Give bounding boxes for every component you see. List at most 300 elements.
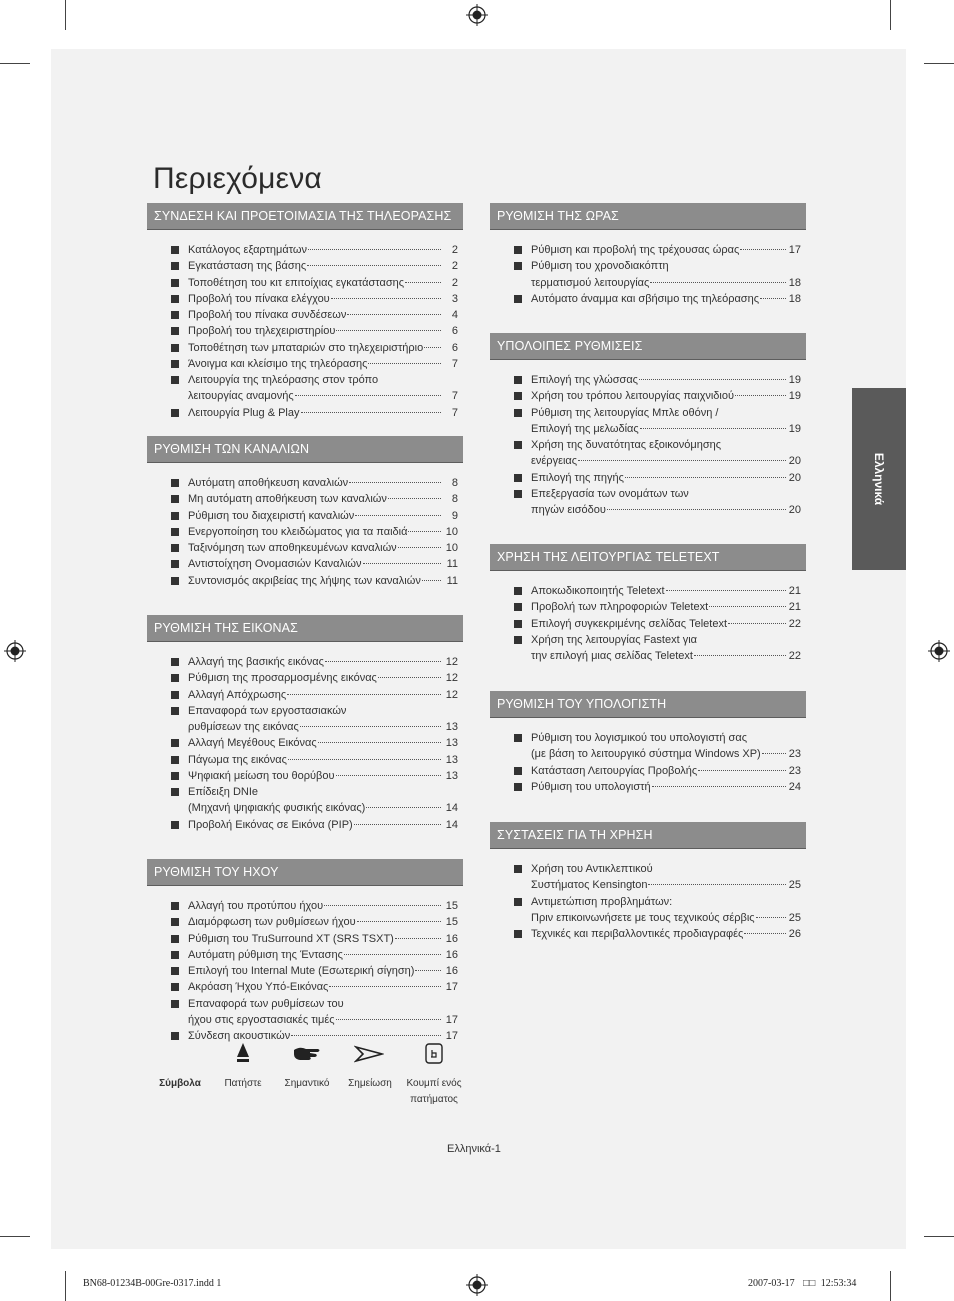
toc-page-number: 15: [445, 916, 458, 929]
toc-entry: [147, 323, 463, 339]
toc-entry: [147, 258, 463, 274]
toc-entry: [490, 372, 806, 388]
toc-entry-list: [147, 654, 463, 833]
press-icon: [228, 1040, 258, 1068]
section-heading: ΧΡΗΣΗ ΤΗΣ ΛΕΙΤΟΥΡΓΙΑΣ TELETEXT: [490, 544, 806, 571]
toc-entry: [490, 437, 806, 470]
language-side-tab-label: Ελληνικά: [872, 452, 886, 506]
toc-entry: [147, 817, 463, 833]
toc-entry: [490, 470, 806, 486]
toc-entry: [490, 405, 806, 438]
toc-entry-line: [531, 470, 801, 486]
crop-mark: [0, 63, 30, 64]
square-bullet-icon: [514, 376, 522, 384]
toc-entry: [147, 654, 463, 670]
toc-entry-line: [531, 242, 801, 258]
toc-entry-line: [188, 703, 458, 719]
toc-entry-text: Επιλογή συγκεκριμένης σελίδας Teletext: [531, 617, 728, 630]
toc-entry: [147, 508, 463, 524]
dot-leader: [349, 482, 441, 483]
dot-leader: [329, 986, 441, 987]
section-heading: ΡΥΘΜΙΣΗ ΤΟΥ ΗΧΟΥ: [147, 859, 463, 886]
footer-date: 2007-03-17: [748, 1278, 795, 1289]
toc-entry-line: [188, 540, 458, 556]
dot-leader: [357, 921, 441, 922]
page-number: Ελληνικά-1: [447, 1143, 501, 1155]
toc-entry-text: Ρύθμιση του χρονοδιακόπτη: [531, 260, 669, 273]
section-heading: ΣΥΣΤΑΣΕΙΣ ΓΙΑ ΤΗ ΧΡΗΣΗ: [490, 822, 806, 849]
square-bullet-icon: [514, 930, 522, 938]
square-bullet-icon: [171, 577, 179, 585]
toc-entry-line: [531, 779, 801, 795]
square-bullet-icon: [514, 587, 522, 595]
toc-entry-text: Επεξεργασία των ονομάτων των: [531, 487, 689, 500]
dot-leader: [744, 933, 786, 934]
toc-page-number: 13: [445, 753, 458, 766]
square-bullet-icon: [171, 360, 179, 368]
toc-entry-text: Αλλαγή του προτύπου ήχου: [188, 900, 324, 912]
toc-entry-text: Λειτουργία της τηλεόρασης στον τρόπο: [188, 374, 379, 386]
square-bullet-icon: [514, 767, 522, 775]
toc-entry-text: Αλλαγή Μεγέθους Εικόνας: [188, 737, 317, 750]
toc-entry-text: Πριν επικοινωνήσετε με τους τεχνικούς σέρβις: [531, 911, 755, 924]
dot-leader: [325, 661, 441, 662]
square-bullet-icon: [171, 935, 179, 943]
toc-entry-text: Συντονισμός ακριβείας της λήψης των καναλιών: [188, 574, 421, 587]
square-bullet-icon: [171, 495, 179, 503]
footer-date-glyphs: □□: [803, 1278, 816, 1289]
toc-page-number: 10: [445, 542, 458, 554]
toc-page-number: 26: [788, 928, 801, 940]
toc-section-channels: [147, 436, 463, 589]
toc-page-number: 21: [788, 601, 801, 614]
dot-leader: [308, 249, 441, 250]
toc-entry-line: [188, 768, 458, 784]
page-title: Περιεχόμενα: [153, 162, 322, 195]
toc-entry: [147, 703, 463, 736]
crop-mark: [65, 1271, 66, 1301]
toc-page-number: 17: [445, 1030, 458, 1042]
toc-entry-text: Ρύθμιση του TruSurround XT (SRS TSXT): [188, 932, 394, 945]
registration-mark-icon: [466, 1274, 488, 1296]
toc-page-number: 17: [445, 1013, 458, 1026]
toc-entry-line: [531, 763, 801, 779]
toc-page-number: 13: [445, 721, 458, 733]
toc-entry-line: [188, 291, 458, 307]
footer-file: BN68-01234B-00Gre-0317.indd 1: [83, 1278, 222, 1289]
square-bullet-icon: [514, 441, 522, 449]
square-bullet-icon: [171, 262, 179, 270]
square-bullet-icon: [171, 246, 179, 254]
toc-page-number: 20: [788, 504, 801, 516]
dot-leader: [378, 677, 441, 678]
toc-entry-text: Ρύθμιση και προβολή της τρέχουσας ώρας: [531, 244, 740, 256]
toc-section-pc: [490, 691, 806, 795]
toc-entry-text: Ακρόαση Ήχου Υπό-Εικόνας: [188, 981, 329, 994]
toc-entry-line: [188, 670, 458, 686]
toc-entry-line: [531, 258, 801, 274]
toc-page-number: 18: [788, 276, 801, 289]
toc-entry-text: την επιλογή μιας σελίδας Teletext: [531, 650, 693, 662]
square-bullet-icon: [171, 409, 179, 417]
dot-leader: [415, 970, 441, 971]
dot-leader: [336, 775, 441, 776]
registration-mark-icon: [928, 640, 950, 662]
toc-entry-list: [147, 898, 463, 1044]
toc-entry: [490, 861, 806, 894]
square-bullet-icon: [514, 295, 522, 303]
square-bullet-icon: [514, 409, 522, 417]
toc-entry: [490, 258, 806, 291]
toc-entry-text: Ρύθμιση του λογισμικού του υπολογιστή σας: [531, 732, 748, 744]
toc-page-number: 21: [788, 585, 801, 597]
crop-mark: [924, 1236, 954, 1237]
toc-entry-text: Τοποθέτηση των μπαταριών στο τηλεχειριστήριο: [188, 341, 424, 354]
toc-entry-text: Λειτουργία Plug & Play: [188, 406, 300, 419]
dot-leader: [388, 498, 441, 499]
dot-leader: [344, 954, 441, 955]
square-bullet-icon: [514, 392, 522, 400]
toc-entry-text: Προβολή των πληροφοριών Teletext: [531, 601, 709, 614]
toc-page-number: 6: [451, 325, 458, 338]
toc-entry-line: [531, 746, 801, 762]
toc-page-number: 7: [451, 390, 458, 403]
toc-entry-text: Διαμόρφωση των ρυθμίσεων ήχου: [188, 916, 356, 929]
toc-entry-text: Αυτόματη αποθήκευση καναλιών: [188, 477, 349, 489]
toc-entry-text: Κατάσταση Λειτουργίας Προβολής: [531, 764, 698, 777]
toc-entry-line: [188, 800, 458, 816]
square-bullet-icon: [171, 544, 179, 552]
dot-leader: [756, 917, 786, 918]
dot-leader: [368, 363, 441, 364]
toc-entry-list: [490, 861, 806, 942]
crop-mark: [890, 1271, 891, 1301]
square-bullet-icon: [171, 821, 179, 829]
dot-leader: [666, 590, 786, 591]
toc-entry-line: [188, 372, 458, 388]
toc-entry: [490, 926, 806, 942]
toc-page-number: 11: [446, 574, 458, 587]
toc-entry-line: [531, 910, 801, 926]
square-bullet-icon: [514, 262, 522, 270]
dot-leader: [295, 395, 441, 396]
toc-entry-text: Ρύθμιση του υπολογιστή: [531, 780, 651, 793]
toc-entry-text: Αλλαγή Απόχρωσης: [188, 688, 287, 701]
toc-section-sound: [147, 859, 463, 1044]
toc-entry-text: Χρήση της δυνατότητας εξοικονόμησης: [531, 439, 722, 451]
toc-entry-line: [188, 931, 458, 947]
toc-entry-line: [531, 632, 801, 648]
legend-label-one-touch: Κουμπί ενός πατήματος: [406, 1078, 462, 1105]
footer-time: 12:53:34: [820, 1278, 857, 1289]
square-bullet-icon: [171, 512, 179, 520]
square-bullet-icon: [171, 1000, 179, 1008]
toc-entry-line: [531, 502, 801, 518]
toc-page-number: 13: [445, 769, 458, 782]
toc-entry-line: [188, 405, 458, 421]
dot-leader: [408, 531, 441, 532]
toc-entry: [147, 768, 463, 784]
registration-mark-icon: [466, 4, 488, 26]
toc-entry-text: Εγκατάσταση της βάσης: [188, 260, 307, 273]
toc-entry-line: [531, 405, 801, 421]
dot-leader: [694, 655, 786, 656]
toc-entry-text: Επαναφορά των εργοστασιακών: [188, 704, 347, 717]
toc-entry-text: Συστήματος Kensington: [531, 879, 648, 892]
toc-page-number: 25: [788, 911, 801, 924]
toc-page-number: 12: [445, 688, 458, 701]
dot-leader: [301, 412, 442, 413]
toc-page-number: 14: [445, 818, 458, 831]
toc-entry-text: Αντιστοίχηση Ονομασιών Καναλιών: [188, 558, 362, 571]
toc-entry-line: [188, 914, 458, 930]
dot-leader: [639, 379, 786, 380]
toc-page-number: 2: [451, 260, 458, 273]
toc-entry: [147, 784, 463, 817]
square-bullet-icon: [171, 756, 179, 764]
dot-leader: [698, 770, 786, 771]
toc-entry-text: Επίδειξη DNIe: [188, 786, 259, 798]
dot-leader: [336, 1019, 441, 1020]
toc-entry-text: Χρήση του τρόπου λειτουργίας παιχνιδιού: [531, 390, 734, 403]
toc-entry-line: [188, 242, 458, 258]
toc-entry: [147, 573, 463, 589]
square-bullet-icon: [171, 560, 179, 568]
toc-entry: [147, 405, 463, 421]
toc-entry-line: [188, 752, 458, 768]
toc-entry-line: [188, 898, 458, 914]
toc-entry-line: [531, 616, 801, 632]
dot-leader: [650, 282, 786, 283]
toc-entry-line: [531, 275, 801, 291]
toc-entry-line: [531, 599, 801, 615]
dot-leader: [347, 314, 441, 315]
toc-entry-text: Ψηφιακή μείωση του θορύβου: [188, 769, 335, 782]
toc-entry: [147, 687, 463, 703]
toc-entry-text: Άνοιγμα και κλείσιμο της τηλεόρασης: [188, 357, 368, 370]
dot-leader: [354, 824, 441, 825]
toc-entry-list: [490, 583, 806, 664]
toc-entry: [147, 931, 463, 947]
toc-entry: [490, 763, 806, 779]
toc-entry: [147, 996, 463, 1029]
toc-entry-line: [188, 475, 458, 491]
toc-entry-text: Επιλογή της πηγής: [531, 471, 624, 484]
toc-entry-text: Επιλογή του Internal Mute (Εσωτερική σίγηση): [188, 965, 415, 977]
toc-entry-list: [147, 242, 463, 421]
square-bullet-icon: [514, 246, 522, 254]
legend-title: Σύμβολα: [159, 1078, 201, 1089]
dot-leader: [625, 477, 786, 478]
toc-entry-text: ενέργειας: [531, 455, 578, 468]
toc-entry-line: [531, 453, 801, 469]
square-bullet-icon: [171, 707, 179, 715]
toc-page-number: 20: [788, 455, 801, 468]
dot-leader: [422, 580, 441, 581]
toc-entry: [147, 556, 463, 572]
toc-entry: [147, 979, 463, 995]
toc-page-number: 7: [451, 357, 458, 370]
square-bullet-icon: [171, 918, 179, 926]
toc-entry-text: ήχου στις εργοστασιακές τιμές: [188, 1013, 335, 1026]
toc-entry-line: [188, 275, 458, 291]
toc-entry-text: Ρύθμιση του διαχειριστή καναλιών: [188, 509, 355, 522]
section-heading: ΣΥΝΔΕΣΗ ΚΑΙ ΠΡΟΕΤΟΙΜΑΣΙΑ ΤΗΣ ΤΗΛΕΟΡΑΣΗΣ: [147, 203, 463, 230]
toc-entry-line: [188, 573, 458, 589]
square-bullet-icon: [171, 528, 179, 536]
toc-entry: [490, 388, 806, 404]
toc-entry: [490, 486, 806, 519]
dot-leader: [395, 938, 441, 939]
toc-entry-line: [531, 421, 801, 437]
toc-section-recommendations: [490, 822, 806, 942]
square-bullet-icon: [514, 490, 522, 498]
toc-entry: [490, 894, 806, 927]
toc-entry-line: [188, 340, 458, 356]
crop-mark: [0, 1236, 30, 1237]
toc-entry-line: [188, 719, 458, 735]
toc-entry-line: [188, 356, 458, 372]
toc-entry-line: [531, 486, 801, 502]
toc-entry-text: Τοποθέτηση του κιτ επιτοίχιας εγκατάστασης: [188, 276, 405, 289]
toc-entry-line: [188, 307, 458, 323]
square-bullet-icon: [514, 898, 522, 906]
toc-entry: [147, 752, 463, 768]
dot-leader: [405, 282, 441, 283]
dot-leader: [288, 759, 441, 760]
toc-page-number: 25: [788, 879, 801, 892]
toc-entry: [147, 540, 463, 556]
toc-entry: [147, 963, 463, 979]
toc-entry-text: Αλλαγή της βασικής εικόνας: [188, 656, 324, 668]
toc-page-number: 10: [445, 525, 458, 538]
toc-entry-text: λειτουργίας αναμονής: [188, 390, 294, 403]
toc-entry-line: [188, 323, 458, 339]
dot-leader: [607, 509, 786, 510]
toc-entry-line: [188, 491, 458, 507]
toc-entry-text: Επιλογή της μελωδίας: [531, 422, 639, 435]
dot-leader: [762, 753, 786, 754]
section-heading: ΡΥΘΜΙΣΗ ΤΟΥ ΥΠΟΛΟΓΙΣΤΗ: [490, 691, 806, 718]
legend-label-press: Πατήστε: [224, 1078, 262, 1089]
square-bullet-icon: [171, 479, 179, 487]
footer-timestamp: [748, 1278, 856, 1289]
toc-entry-line: [531, 730, 801, 746]
toc-entry-line: [531, 926, 801, 942]
square-bullet-icon: [514, 603, 522, 611]
toc-entry-text: Ρύθμιση της προσαρμοσμένης εικόνας: [188, 672, 377, 685]
dot-leader: [363, 563, 441, 564]
legend-label-important: Σημαντικό: [284, 1078, 330, 1089]
square-bullet-icon: [514, 734, 522, 742]
toc-page-number: 12: [445, 672, 458, 685]
toc-entry-line: [531, 861, 801, 877]
toc-entry-text: Κατάλογος εξαρτημάτων: [188, 244, 307, 256]
toc-page-number: 23: [788, 764, 801, 777]
language-side-tab: [852, 388, 906, 570]
toc-entry-text: Αυτόματη ρύθμιση της Έντασης: [188, 948, 343, 961]
toc-entry: [147, 291, 463, 307]
toc-entry-text: πηγών εισόδου: [531, 504, 606, 516]
toc-entry: [490, 242, 806, 258]
toc-entry-line: [188, 556, 458, 572]
square-bullet-icon: [171, 279, 179, 287]
toc-entry-text: Αποκωδικοποιητής Teletext: [531, 585, 665, 597]
toc-entry-line: [531, 894, 801, 910]
toc-entry: [147, 670, 463, 686]
dot-leader: [728, 623, 786, 624]
crop-mark: [65, 0, 66, 30]
toc-entry: [147, 914, 463, 930]
square-bullet-icon: [171, 902, 179, 910]
toc-page-number: 22: [788, 650, 801, 662]
toc-page-number: 2: [451, 244, 458, 256]
registration-mark-icon: [4, 640, 26, 662]
toc-entry-line: [531, 648, 801, 664]
dot-leader: [366, 807, 441, 808]
dot-leader: [709, 606, 786, 607]
toc-page-number: 4: [451, 309, 458, 321]
dot-leader: [300, 726, 441, 727]
toc-page-number: 9: [451, 509, 458, 522]
dot-leader: [355, 515, 441, 516]
toc-page-number: 14: [445, 802, 458, 815]
square-bullet-icon: [514, 783, 522, 791]
toc-entry-text: Χρήση της λειτουργίας Fastext για: [531, 633, 698, 646]
toc-entry-text: Πάγωμα της εικόνας: [188, 753, 287, 766]
square-bullet-icon: [514, 865, 522, 873]
dot-leader: [760, 298, 786, 299]
toc-entry-line: [188, 784, 458, 800]
toc-page-number: 19: [788, 422, 801, 435]
toc-section-time: [490, 203, 806, 307]
toc-entry: [147, 947, 463, 963]
dot-leader: [640, 428, 786, 429]
square-bullet-icon: [514, 474, 522, 482]
square-bullet-icon: [171, 788, 179, 796]
dot-leader: [740, 249, 786, 250]
section-heading: ΥΠΟΛΟΙΠΕΣ ΡΥΘΜΙΣΕΙΣ: [490, 333, 806, 360]
toc-entry: [147, 491, 463, 507]
note-arrow-icon: [354, 1040, 384, 1068]
toc-entry-text: Τεχνικές και περιβαλλοντικές προδιαγραφές: [531, 928, 744, 940]
toc-entry-list: [490, 372, 806, 518]
toc-entry-text: Προβολή του πίνακα ελέγχου: [188, 292, 330, 305]
toc-entry-text: Χρήση του Αντικλεπτικού: [531, 863, 653, 875]
toc-entry-text: ρυθμίσεων της εικόνας: [188, 721, 299, 733]
toc-page-number: 24: [788, 780, 801, 793]
toc-entry-line: [188, 979, 458, 995]
toc-entry: [147, 340, 463, 356]
dot-leader: [735, 395, 786, 396]
toc-entry: [490, 583, 806, 599]
one-touch-button-icon: [419, 1040, 449, 1068]
toc-entry-text: Ενεργοποίηση του κλειδώματος για τα παιδιά: [188, 525, 408, 538]
square-bullet-icon: [171, 344, 179, 352]
toc-page-number: 6: [451, 341, 458, 354]
toc-entry-text: Αντιμετώπιση προβλημάτων:: [531, 895, 673, 908]
dot-leader: [307, 265, 441, 266]
toc-page-number: 23: [788, 748, 801, 761]
symbols-legend: [150, 1040, 470, 1110]
square-bullet-icon: [514, 636, 522, 644]
toc-page-number: 16: [445, 948, 458, 961]
toc-entry: [147, 372, 463, 405]
toc-entry-text: (Μηχανή ψηφιακής φυσικής εικόνας): [188, 802, 366, 815]
toc-page-number: 22: [788, 617, 801, 630]
square-bullet-icon: [514, 620, 522, 628]
square-bullet-icon: [171, 674, 179, 682]
